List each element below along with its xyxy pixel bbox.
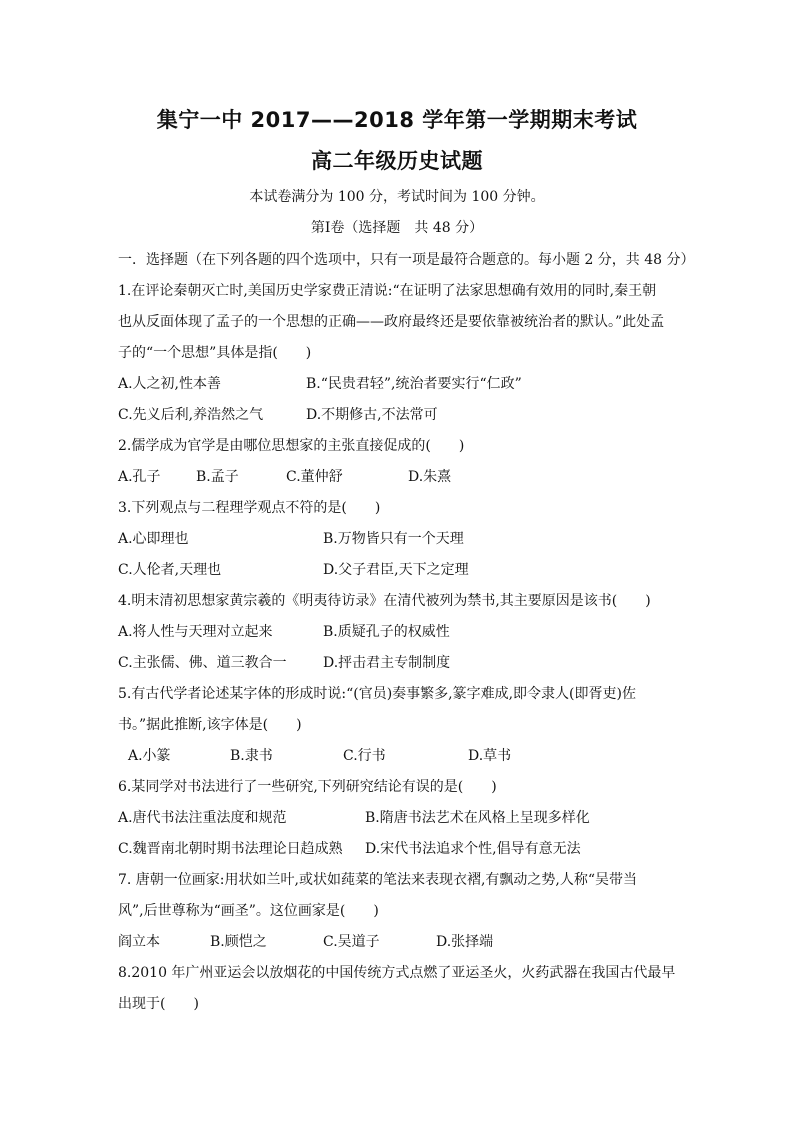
section-heading: 第Ⅰ卷（选择题 共 48 分） — [310, 220, 484, 236]
option-c: C.先义后利,养浩然之气 — [118, 407, 264, 423]
question-stem-line: 4.明末清初思想家黄宗羲的《明夷待访录》在清代被列为禁书,其主要原因是该书( ) — [118, 593, 651, 609]
option-d: D.朱熹 — [408, 469, 452, 485]
option-row — [118, 648, 678, 679]
question-stem-line: 3.下列观点与二程理学观点不符的是( ) — [118, 500, 381, 516]
option-row — [118, 462, 678, 493]
option-row — [118, 927, 678, 958]
option-row — [118, 369, 678, 400]
question-stem-line: 8.2010 年广州亚运会以放烟花的中国传统方式点燃了亚运圣火，火药武器在我国古代最早 — [118, 965, 676, 981]
option-c: C.吴道子 — [323, 934, 380, 950]
question-6 — [118, 772, 678, 865]
option-row — [118, 555, 678, 586]
option-b: B.隋唐书法艺术在风格上呈现多样化 — [365, 810, 590, 826]
question-8 — [118, 958, 678, 1020]
option-a: A.小篆 — [128, 748, 171, 764]
option-a: A.孔子 — [118, 469, 161, 485]
option-a: 阎立本 — [118, 934, 160, 950]
question-stem-line: 7. 唐朝一位画家:用状如兰叶,或状如莼菜的笔法来表现衣褶,有飘动之势,人称“吴带当 — [118, 872, 638, 888]
option-d: D.张择端 — [436, 934, 494, 950]
option-c: C.魏晋南北朝时期书法理论日趋成熟 — [118, 841, 343, 857]
option-c: C.董仲舒 — [286, 469, 343, 485]
question-2 — [118, 431, 678, 493]
question-stem-line: 子的“一个思想”具体是指( ) — [118, 345, 312, 361]
option-a: A.人之初,性本善 — [118, 376, 222, 392]
question-stem-line: 2.儒学成为官学是由哪位思想家的主张直接促成的( ) — [118, 438, 465, 454]
option-c: C.人伦者,天理也 — [118, 562, 222, 578]
exam-title: 集宁一中 2017——2018 学年第一学期期末考试 — [156, 108, 638, 132]
option-row — [118, 617, 678, 648]
instructions: 一．选择题（在下列各题的四个选项中，只有一项是最符合题意的。每小题 2 分，共 48 分） — [118, 252, 695, 268]
exam-subtitle: 高二年级历史试题 — [311, 149, 483, 173]
exam-info: 本试卷满分为 100 分，考试时间为 100 分钟。 — [249, 189, 545, 205]
question-list — [118, 245, 695, 1020]
option-row — [118, 803, 678, 834]
option-a: A.将人性与天理对立起来 — [118, 624, 273, 640]
option-c: C.主张儒、佛、道三教合一 — [118, 655, 287, 671]
question-stem-line: 6.某同学对书法进行了一些研究,下列研究结论有误的是( ) — [118, 779, 497, 795]
option-row — [118, 524, 678, 555]
option-b: B.“民贵君轻”,统治者要实行“仁政” — [306, 376, 522, 392]
question-stem-line: 风”,后世尊称为“画圣”。这位画家是( ) — [118, 903, 379, 919]
option-d: D.父子君臣,天下之定理 — [323, 562, 469, 578]
question-stem-line: 书。”据此推断,该字体是( ) — [118, 717, 302, 733]
option-a: A.唐代书法注重法度和规范 — [118, 810, 287, 826]
question-4 — [118, 586, 678, 679]
question-3 — [118, 493, 678, 586]
option-c: C.行书 — [343, 748, 386, 764]
option-row — [118, 834, 678, 865]
option-row — [118, 400, 678, 431]
question-1 — [118, 276, 678, 431]
option-b: B.隶书 — [230, 748, 273, 764]
option-d: D.宋代书法追求个性,倡导有意无法 — [365, 841, 581, 857]
question-stem-line: 1.在评论秦朝灭亡时,美国历史学家费正清说:“在证明了法家思想确有效用的同时,秦王朝 — [118, 283, 657, 299]
question-7 — [118, 865, 678, 958]
question-stem-line: 5.有古代学者论述某字体的形成时说:“(官员)奏事繁多,篆字难成,即令隶人(即胥吏)佐 — [118, 686, 636, 702]
option-b: B.万物皆只有一个天理 — [323, 531, 464, 547]
option-b: B.顾恺之 — [210, 934, 267, 950]
option-b: B.孟子 — [196, 469, 239, 485]
question-5 — [118, 679, 678, 772]
question-stem-line: 也从反面体现了孟子的一个思想的正确——政府最终还是要依靠被统治者的默认。”此处孟 — [118, 314, 665, 330]
option-d: D.不期修古,不法常可 — [306, 407, 438, 423]
option-d: D.抨击君主专制制度 — [323, 655, 451, 671]
option-row — [118, 741, 678, 772]
option-a: A.心即理也 — [118, 531, 189, 547]
option-d: D.草书 — [468, 748, 512, 764]
option-b: B.质疑孔子的权威性 — [323, 624, 450, 640]
question-stem-line: 出现于( ) — [118, 996, 199, 1012]
